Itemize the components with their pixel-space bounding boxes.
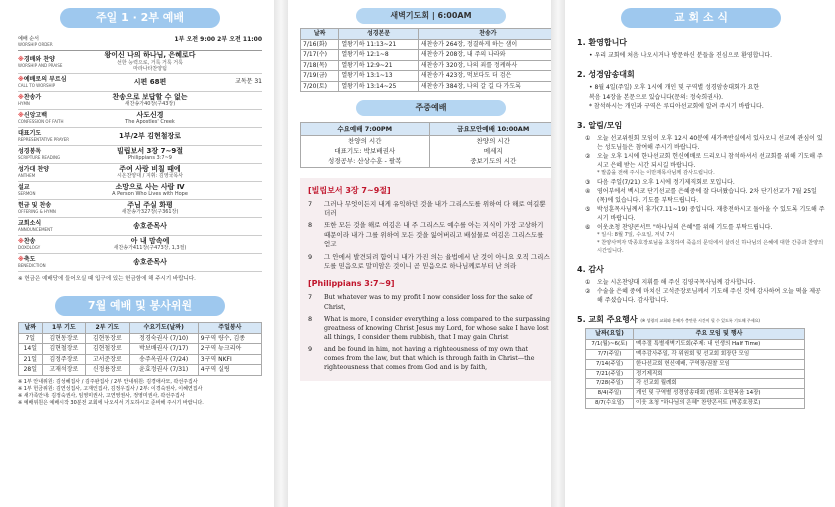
star-mark: ※ [18, 255, 24, 263]
footnote-line: ※ 새가족안내: 김정숙권사, 임영미권사, 고연영권사, 정영미권사, 곽선주집사 [18, 392, 185, 399]
order-content [88, 201, 212, 216]
table-cell: 이웃 초청 "하나님의 은혜" 찬양콘서트 (박종호장로) [634, 399, 805, 409]
table-row [586, 389, 805, 399]
order-content-main: 소망으로 사는 사람 Ⅳ [115, 182, 185, 191]
notice-text: 박성훈목사님께서 휴가(7.11~19) 중입니다. 재충전하시고 돌아올 수 있도록 기도해 주시기 바랍니다. [597, 205, 825, 222]
events-table [585, 328, 805, 409]
table-header: 주요 모임 및 행사 [634, 329, 805, 340]
verse-number: 7 [308, 199, 313, 208]
star-mark: ※ [18, 111, 24, 119]
order-content [88, 147, 212, 162]
verse [308, 293, 550, 311]
fri-line: 찬양의 시간 [476, 137, 510, 146]
order-row [18, 92, 262, 110]
order-item-label-en: CALL TO WORSHIP [18, 83, 56, 89]
table-row [301, 60, 558, 71]
order-label [18, 94, 88, 107]
table-header: 날짜(요일) [586, 329, 634, 340]
order-row [18, 182, 262, 200]
verse-text: 그러나 무엇이든지 내게 유익하던 것을 내가 그리스도를 위하여 다 해로 여길뿐더러 [324, 199, 546, 217]
news-recitation-text: • 8월 4일(주일) 오후 1시에 개인 및 구역별 성경암송대회가 요한 [589, 84, 760, 92]
fold-divider [274, 0, 288, 507]
order-content-sub: 시온찬양대 / 지휘: 김영국목사 [116, 173, 184, 180]
table-cell: 7/16(화) [301, 39, 339, 50]
order-label [18, 112, 88, 125]
schedule-column [290, 0, 562, 507]
notice-item [585, 187, 825, 205]
notice-item [585, 178, 825, 187]
table-row [586, 369, 805, 379]
notice-number: ④ [585, 187, 591, 195]
table-row [586, 399, 805, 409]
table-cell: 맥추절 특별새벽기도회(주제: 내 인생의 Half Time) [634, 339, 805, 349]
order-content-main: 빌립보서 3장 7~9절 [117, 146, 183, 155]
notice-number: ③ [585, 178, 591, 186]
table-cell: 열왕기하 12:9~21 [339, 60, 418, 71]
wed-line: 성경공부: 산상수훈 - 팔복 [327, 157, 402, 166]
order-content [88, 111, 212, 126]
table-cell: 7/14(주일) [586, 359, 634, 369]
order-label [18, 56, 88, 69]
table-cell: 김현철장로 [86, 344, 130, 355]
table-cell: 4구역 실링 [198, 365, 261, 376]
order-row [18, 236, 262, 254]
table-header: 찬송가 [418, 29, 557, 40]
footnote-line: ※ 1부 안내위원: 김성혜집사 / 김주완집사 / 2부 안내위원: 김경애사모, 곽선주집사 [18, 378, 198, 385]
verses-en [308, 293, 550, 372]
order-content-sub: A Person Who Lives with Hope [112, 191, 188, 198]
table-row [301, 81, 558, 92]
notice-number: ⑥ [585, 223, 591, 231]
notice-number: ① [585, 279, 591, 287]
order-content-main: 왕이신 나의 하나님, 은혜로다 [104, 51, 196, 60]
table-row [586, 359, 805, 369]
table-cell: 열왕기하 12:1~8 [339, 50, 418, 61]
order-item-label-en: WORSHIP AND PRAISE [18, 63, 63, 69]
order-content-main: 시편 68편 [133, 77, 167, 86]
verse [308, 345, 550, 372]
table-row [19, 333, 262, 344]
table-cell: 정기제직회 [634, 369, 805, 379]
order-item-label-en: ANNOUNCEMENT [18, 227, 53, 233]
verse-number: 9 [308, 252, 313, 261]
table-cell: 7/17(수) [301, 50, 339, 61]
verse-text: What is more, I consider everything a loss compared to the surpassing greatness of knowing Christ Jesus my Lord, for whose sake I have lost all things, I consider them rubbish, that I may gain Christ [324, 315, 550, 341]
order-label [18, 238, 88, 251]
verse [308, 200, 550, 219]
volunteer-footnotes [18, 379, 262, 407]
volunteers-title: 7월 예배 및 봉사위원 [55, 296, 225, 316]
table-row [19, 354, 262, 365]
notice-body [597, 278, 825, 287]
order-label [18, 220, 88, 233]
order-content-main: 주님 주실 화평 [127, 200, 173, 209]
footnote-line: ※ 예배위원은 예배시작 30분전 교회에 나오셔서 기도하시고 준비해 주시기 바랍니다. [18, 399, 204, 406]
dawn-title: 새벽기도회 | 6:00AM [356, 8, 506, 24]
news-events-head [577, 315, 825, 325]
table-cell: 새찬송가 320장, 나의 죄를 정케하사 [418, 60, 557, 71]
order-item-label: 헌금 및 찬송 [18, 201, 52, 209]
table-cell: 맥추감사주일, 각 위원회 및 선교회 회장단 모임 [634, 349, 805, 359]
table-header: 2부 기도 [86, 323, 130, 334]
table-cell: 박보배권사 (7/17) [129, 344, 198, 355]
table-row [301, 39, 558, 50]
wednesday-service [301, 123, 429, 167]
verse-text: 또한 모든 것을 해로 여김은 내 주 그리스도 예수를 아는 지식이 가장 고상하기 때문이라 내가 그를 위하여 모든 것을 잃어버리고 배설물로 여김은 그리스도를 얻고 [324, 221, 544, 249]
notice-body [597, 134, 825, 152]
table-cell: 7/20(토) [301, 81, 339, 92]
order-label [18, 130, 88, 143]
order-item-label: 찬송 [23, 237, 36, 245]
order-content [88, 51, 212, 72]
table-header: 주일봉사 [198, 323, 261, 334]
order-item-label-en: SCRIPTURE READING [18, 155, 61, 161]
order-row [18, 128, 262, 146]
table-cell: 새찬송가 384장, 나의 갈 길 다 가도록 [418, 81, 557, 92]
notice-text: 오늘 시온찬양대 지휘를 해 주신 김영국목사님께 감사합니다. [597, 279, 756, 287]
order-item-label: 교회소식 [18, 219, 42, 227]
order-content [88, 222, 212, 231]
order-content [88, 165, 212, 180]
order-row [18, 110, 262, 128]
order-content-main: 찬송으로 보답할 수 없는 [112, 92, 188, 101]
table-cell: 8/7(수요일) [586, 399, 634, 409]
table-header: 날짜 [19, 323, 43, 334]
table-cell: 김현동장로 [42, 333, 86, 344]
wed-line: 대표기도: 박보배권사 [334, 147, 396, 156]
verse-number: 7 [308, 293, 313, 302]
notice-list [577, 134, 825, 255]
order-item-label: 대표기도 [18, 129, 42, 137]
order-row [18, 218, 262, 236]
events-note: (※ 성령의 교회와 은혜가 충만한 시간이 될 수 있도록 기도해 주세요) [640, 318, 760, 324]
table-header: 수요기도(날짜) [129, 323, 198, 334]
order-list [18, 51, 262, 271]
notice-number: ② [585, 153, 591, 161]
table-cell: 각 선교회 월례회 [634, 379, 805, 389]
order-item-label: 성가대 찬양 [18, 165, 50, 173]
table-cell: 2구역 뉴크리아 [198, 344, 261, 355]
order-content-sub: Philippians 3:7~9 [128, 155, 172, 162]
order-row [18, 146, 262, 164]
news-notice-head: 3. 알림/모임 [577, 121, 623, 131]
order-item-label-en: HYMN [18, 101, 30, 107]
table-cell: 7/7(주일) [586, 349, 634, 359]
notice-body [597, 287, 825, 305]
notice-body [597, 187, 825, 205]
order-item-label-en: REPRESENTATIVE PRAYER [18, 137, 70, 143]
notice-number: ① [585, 135, 591, 143]
notice-item [585, 278, 825, 287]
news-welcome-head: 1. 환영합니다 [577, 38, 628, 47]
notice-body [597, 178, 825, 187]
wed-line: 찬양의 시간 [348, 137, 382, 146]
order-content-main: 주여 사랑 비칠 때에 [119, 164, 181, 173]
notice-item [585, 152, 825, 178]
table-cell: 김정주장로 [42, 354, 86, 365]
order-row [18, 74, 262, 92]
table-cell: 8/4(주일) [586, 389, 634, 399]
table-cell: 개인 및 구역별 성경암송대회 (범위: 요한복음 14장) [634, 389, 805, 399]
order-label [18, 76, 88, 89]
verse-text: 그 안에서 발견되려 함이니 내가 가진 의는 율법에서 난 것이 아니요 오직 그리스도를 믿음으로 말미암은 것이니 곧 믿음으로 하나님께로부터 난 의라 [324, 252, 550, 271]
table-header: 1부 기도 [42, 323, 86, 334]
worship-title: 주일 1 · 2부 예배 [60, 8, 220, 28]
order-item-label-en: CONFESSION OF FAITH [18, 119, 64, 125]
table-cell: 새찬송가 208장, 내 주의 나라와 [418, 50, 557, 61]
order-item-label-en: BENEDICTION [18, 263, 46, 269]
order-label [18, 148, 88, 161]
table-cell: 송주옥권사 (7/24) [129, 354, 198, 365]
order-row [18, 200, 262, 218]
order-label [18, 184, 88, 197]
table-cell: 3구역 NKFI [198, 354, 261, 365]
table-row [301, 50, 558, 61]
order-label [18, 256, 88, 269]
thanks-list [577, 278, 825, 305]
order-content-sub: 새찬송가40장(구43장) [124, 101, 176, 108]
verse-number: 9 [308, 345, 313, 354]
verse-number: 8 [308, 221, 313, 230]
table-cell: 열왕기하 13:14~25 [339, 81, 418, 92]
star-mark: ※ [18, 237, 24, 245]
table-cell: 7/28(주일) [586, 379, 634, 389]
order-item-label: 축도 [23, 255, 36, 263]
table-cell: 7일 [19, 333, 43, 344]
order-row [18, 164, 262, 182]
table-cell: 윤효정권사 (7/31) [129, 365, 198, 376]
notice-item [585, 205, 825, 223]
volunteers-table [18, 322, 262, 376]
fri-line: 메세지 [483, 147, 503, 156]
news-recitation-sub: * 참석하시는 개인과 구역은 루디아선교회에 알려 주시기 바랍니다. [589, 102, 764, 110]
table-cell: 한나선교회 헌신예배, 구역장/권찰 모임 [634, 359, 805, 369]
order-right: 교독문 31 [235, 78, 262, 86]
notice-body [597, 152, 825, 178]
order-content-main: 송호준목사 [133, 257, 167, 266]
notice-sub: * 일시: 8월 7일, 수요일, 저녁 7시 * 찬양사역자 박종호장로님을 초청하여 죽음의 문턱에서 살리신 하나님의 은혜에 대한 간증과 찬양의 시간입니다. [597, 231, 824, 254]
star-mark: ※ [18, 55, 24, 63]
order-content-sub: The Apostles' Creek [125, 119, 175, 126]
order-content-main: 아 내 맘속에 [130, 236, 170, 245]
table-cell: 28일 [19, 365, 43, 376]
table-cell: 열왕기하 11:13~21 [339, 39, 418, 50]
notice-text: 영어부에서 벡시코 단기선교를 은혜중에 잘 다녀왔습니다. 2차 단기선교가 7월 25일(목)에 있습니다. 기도를 부탁드립니다. [597, 187, 817, 204]
notice-number: ⑤ [585, 205, 591, 213]
order-content-sub: 선한 능력으로, 거룩 거룩 거룩 [117, 60, 183, 66]
table-row [19, 365, 262, 376]
table-row [586, 379, 805, 389]
notice-text: 이웃초청 찬양콘서트 "하나님의 은혜"를 위해 기도를 부탁드립니다. [597, 223, 773, 231]
notice-body [597, 205, 825, 223]
order-content [88, 78, 212, 87]
verse-number: 8 [308, 314, 313, 323]
news-recitation-text2: 복음 14장을 본문으로 있습니다(문의: 정숙희권사). [589, 93, 723, 101]
order-content [88, 183, 212, 198]
table-cell: 9구역 량수, 김종 [198, 333, 261, 344]
news-thanks-head: 4. 감사 [577, 265, 604, 275]
order-content-main: 1부/2부 김현철장로 [118, 131, 182, 140]
weekday-services [300, 122, 558, 168]
table-cell: 고재석장로 [42, 365, 86, 376]
table-header: 날짜 [301, 29, 339, 40]
notice-text: 오늘 선교위원회 모임이 오후 12시 40분에 새가족반실에서 있사오니 선교에 관심이 있는 성도님들은 참여해 주시기 바랍니다. [597, 135, 823, 152]
table-cell: 고서준장로 [86, 354, 130, 365]
friday-head: 금요모안예배 10:00AM [430, 123, 558, 136]
verse [308, 315, 550, 342]
order-item-label: 찬송가 [23, 93, 42, 101]
table-row [301, 71, 558, 82]
table-cell: 열왕기하 13:1~13 [339, 71, 418, 82]
table-cell: 새찬송가 264장, 정결하게 하는 샘이 [418, 39, 557, 50]
table-row [19, 344, 262, 355]
table-cell: 정경숙권사 (7/10) [129, 333, 198, 344]
verse-text: and be found in him, not having a righteousness of my own that comes from the law, but that which is through faith in Christ—the righteousness that comes from God and is by faith, [324, 346, 535, 372]
order-label [18, 202, 88, 215]
order-content [88, 132, 212, 141]
service-times: 1부 오전 9:00 2부 오전 11:00 [174, 36, 262, 43]
notice-item [585, 287, 825, 305]
table-header: 성경본문 [339, 29, 418, 40]
table-cell: 14일 [19, 344, 43, 355]
order-item-label: 신앙고백 [23, 111, 48, 119]
table-cell: 김현철장로 [42, 344, 86, 355]
news-column [567, 0, 835, 507]
order-header [18, 36, 262, 51]
dawn-table [300, 28, 558, 92]
order-row [18, 51, 262, 73]
order-content-main: 사도신경 [136, 110, 164, 119]
table-cell: 7/21(주일) [586, 369, 634, 379]
table-cell: 7/1(월)~6(토) [586, 339, 634, 349]
order-content-sub: 새찬송가411장(구473장, 1,3절) [113, 245, 187, 252]
news-title: 교 회 소 식 [621, 8, 781, 28]
notice-body [597, 223, 825, 255]
notice-item [585, 223, 825, 255]
table-row [586, 349, 805, 359]
table-cell: 김현동장로 [86, 333, 130, 344]
weekday-title: 주중예배 [356, 100, 506, 116]
star-mark: ※ [18, 93, 24, 101]
notice-text: 다음 주일(7/21) 오후 1시에 정기제직회로 모입니다. [597, 178, 735, 186]
scripture-ref-ko: [빌립보서 3장 7~9절] [308, 185, 391, 195]
order-content-sub: 새찬송가327장(구361장) [121, 209, 179, 216]
order-item-label: 설교 [18, 183, 30, 191]
table-cell: 신정용장로 [86, 365, 130, 376]
order-item-label-en: DOXOLOGY [18, 245, 41, 251]
fri-line: 중보기도의 시간 [470, 157, 517, 166]
scripture-ref-en: [Philippians 3:7~9] [308, 279, 395, 289]
order-content [88, 93, 212, 108]
verse [308, 221, 550, 249]
news-welcome-text: • 우리 교회에 처음 나오시거나 방문하신 분들을 진심으로 환영합니다. [589, 52, 772, 59]
order-label: 예배 순서 [18, 36, 39, 42]
verse-text: But whatever was to my profit I now consider loss for the sake of Christ, [324, 294, 533, 311]
events-head-text: 5. 교회 주요행사 [577, 315, 638, 325]
notice-item [585, 134, 825, 152]
table-row [586, 339, 805, 349]
order-content-main: 송호준목사 [133, 221, 167, 230]
order-item-label: 예배로의 부르심 [23, 75, 67, 83]
wednesday-head: 수요예배 7:00PM [301, 123, 429, 136]
verse [308, 253, 550, 272]
order-content [88, 258, 212, 267]
order-label-en: WORSHIP ORDER [18, 42, 53, 48]
notice-text: 오늘 오후 1시에 한나선교회 헌신예배로 드리오니 참석하셔서 선교회를 위해 기도해 주시고 은혜 받는 시간 되시길 바랍니다. [597, 153, 823, 170]
table-cell: 새찬송가 423장, 먹보다도 더 검은 [418, 71, 557, 82]
table-cell: 21일 [19, 354, 43, 365]
friday-service [429, 123, 558, 167]
footnote-line: ※ 1부 헌금위원: 김연성집사, 고재인집사, 김정우집사 / 2부: 이경숙권사, 이혜연집사 [18, 385, 203, 392]
order-item-label-en: SERMON [18, 191, 36, 197]
order-item-label: 경배와 찬양 [23, 55, 55, 63]
notice-text: 수술을 은혜 중에 마치신 고석준장로님께서 기도해 주신 것에 감사하여 오늘 떡을 제공해 주셨습니다. 감사합니다. [597, 288, 821, 305]
order-item-label: 성경봉독 [18, 147, 42, 155]
order-content [88, 237, 212, 252]
table-cell: 7/19(금) [301, 71, 339, 82]
order-item-label-en: ANTHEM [18, 173, 36, 179]
notice-sub: * 말씀을 전해 주시는 이만재목사님께 감사드립니다. [597, 170, 715, 177]
notice-number: ② [585, 288, 591, 296]
news-recitation-head: 2. 성경암송대회 [577, 70, 635, 80]
table-cell: 7/18(목) [301, 60, 339, 71]
fold-divider [551, 0, 565, 507]
star-mark: ※ [18, 75, 24, 83]
offering-note: ※ 헌금은 예배당에 들어오실 때 입구에 있는 헌금함에 해 주시기 바랍니다. [18, 275, 196, 282]
verses-ko [308, 200, 550, 272]
order-label [18, 166, 88, 179]
order-item-label-en: OFFERING & HYMN [18, 209, 56, 215]
order-row [18, 254, 262, 272]
scripture-box [300, 178, 558, 382]
order-content-sub2: 마라나타찬양팀 [133, 66, 167, 73]
worship-column [0, 0, 272, 507]
